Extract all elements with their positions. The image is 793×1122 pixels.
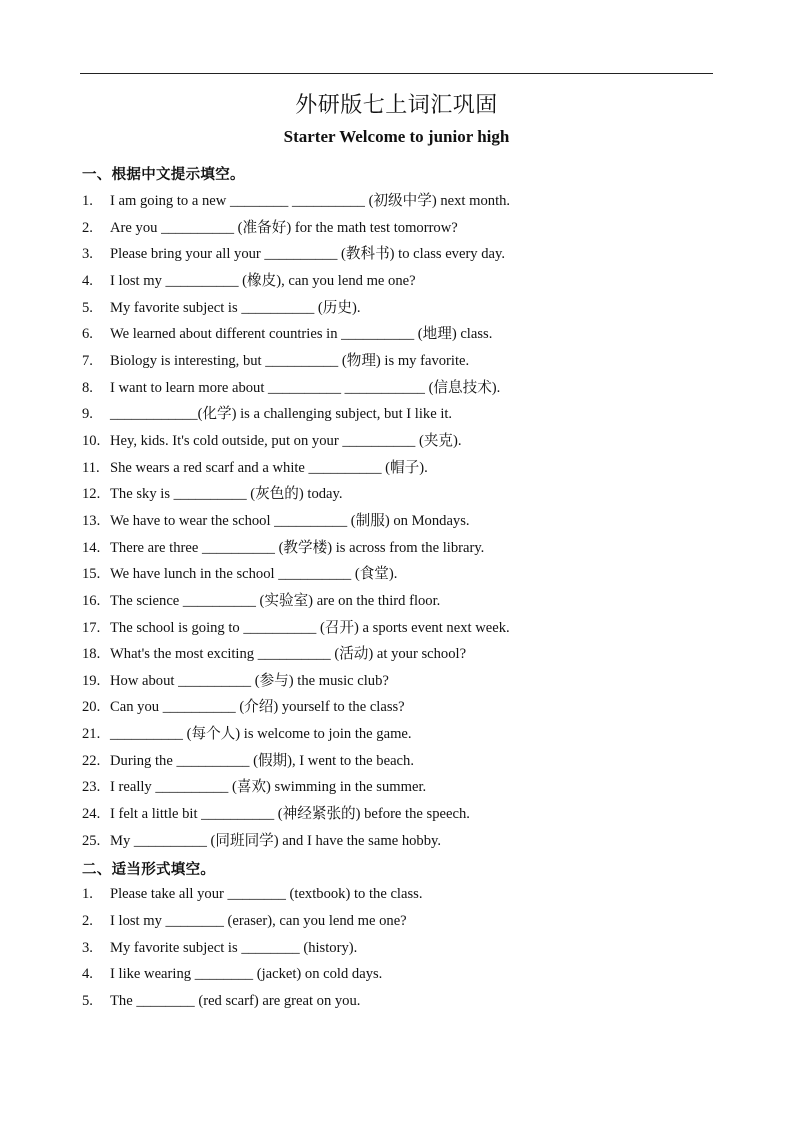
exercise-item: [82, 748, 414, 774]
item-number: 17.: [82, 620, 101, 636]
item-number: 3.: [82, 246, 93, 262]
exercise-item: [82, 641, 466, 667]
exercise-item: [82, 801, 470, 827]
item-text: We have lunch in the school __________ (食堂).: [110, 566, 398, 582]
exercise-item: [82, 188, 510, 214]
item-number: 4.: [82, 273, 93, 289]
item-text: I lost my __________ (橡皮), can you lend me one?: [110, 273, 416, 289]
exercise-item: [82, 721, 412, 747]
exercise-item: [82, 295, 361, 321]
item-number: 19.: [82, 673, 101, 689]
item-text: Please take all your ________ (textbook) to the class.: [110, 886, 423, 902]
item-text: __________ (每个人) is welcome to join the game.: [110, 726, 412, 742]
item-number: 25.: [82, 833, 101, 849]
item-number: 6.: [82, 326, 93, 342]
item-number: 12.: [82, 486, 101, 502]
item-number: 5.: [82, 300, 93, 316]
item-number: 13.: [82, 513, 101, 529]
exercise-item: [82, 535, 484, 561]
exercise-item: [82, 268, 416, 294]
item-text: I lost my ________ (eraser), can you lend me one?: [110, 913, 407, 929]
item-text: The sky is __________ (灰色的) today.: [110, 486, 343, 502]
exercise-item: [82, 668, 389, 694]
item-number: 1.: [82, 193, 93, 209]
exercise-item: [82, 241, 505, 267]
item-text: How about __________ (参与) the music club?: [110, 673, 389, 689]
item-text: The ________ (red scarf) are great on you.: [110, 993, 361, 1009]
item-text: The science __________ (实验室) are on the third floor.: [110, 593, 441, 609]
exercise-item: [82, 881, 422, 907]
item-text: Please bring your all your __________ (教科书) to class every day.: [110, 246, 506, 262]
item-text: During the __________ (假期), I went to the beach.: [110, 753, 414, 769]
item-number: 7.: [82, 353, 93, 369]
item-text: Can you __________ (介绍) yourself to the class?: [110, 699, 405, 715]
item-number: 1.: [82, 886, 93, 902]
item-text: ____________(化学) is a challenging subject, but I like it.: [110, 406, 453, 422]
exercise-item: [82, 694, 405, 720]
item-text: I like wearing ________ (jacket) on cold days.: [110, 966, 383, 982]
exercise-item: [82, 401, 452, 427]
exercise-item: [82, 988, 360, 1014]
item-text: We have to wear the school __________ (制服) on Mondays.: [110, 513, 470, 529]
exercise-item: [82, 961, 382, 987]
item-text: I really __________ (喜欢) swimming in the summer.: [110, 779, 427, 795]
item-number: 14.: [82, 540, 101, 556]
exercise-item: [82, 561, 397, 587]
item-number: 16.: [82, 593, 101, 609]
exercise-item: [82, 774, 426, 800]
item-number: 5.: [82, 993, 93, 1009]
item-number: 2.: [82, 220, 93, 236]
exercise-item: [82, 615, 510, 641]
item-number: 4.: [82, 966, 93, 982]
exercise-item: [82, 375, 500, 401]
item-text: My favorite subject is ________ (history).: [110, 940, 358, 956]
item-text: My __________ (同班同学) and I have the same hobby.: [110, 833, 442, 849]
item-text: I want to learn more about __________ ___________ (信息技术).: [110, 380, 501, 396]
item-text: I am going to a new ________ __________ (初级中学) next month.: [110, 193, 511, 209]
item-number: 15.: [82, 566, 101, 582]
item-number: 11.: [82, 460, 100, 476]
exercise-item: [82, 455, 428, 481]
item-text: She wears a red scarf and a white __________ (帽子).: [110, 460, 428, 476]
exercise-item: [82, 215, 458, 241]
item-number: 24.: [82, 806, 101, 822]
section-2-heading: 二、适当形式填空。: [82, 862, 216, 878]
item-text: Are you __________ (准备好) for the math test tomorrow?: [110, 220, 458, 236]
item-number: 3.: [82, 940, 93, 956]
exercise-item: [82, 321, 492, 347]
exercise-item: [82, 481, 343, 507]
item-number: 21.: [82, 726, 101, 742]
item-text: There are three __________ (教学楼) is across from the library.: [110, 540, 485, 556]
item-text: Hey, kids. It's cold outside, put on your __________ (夹克).: [110, 433, 462, 449]
document-title: 外研版七上词汇巩固: [295, 92, 498, 117]
item-number: 20.: [82, 699, 101, 715]
exercise-item: [82, 828, 441, 854]
item-text: We learned about different countries in __________ (地理) class.: [110, 326, 493, 342]
item-number: 9.: [82, 406, 93, 422]
item-number: 8.: [82, 380, 93, 396]
exercise-item: [82, 588, 440, 614]
item-number: 23.: [82, 779, 101, 795]
item-text: My favorite subject is __________ (历史).: [110, 300, 361, 316]
exercise-item: [82, 428, 462, 454]
item-number: 10.: [82, 433, 101, 449]
item-number: 18.: [82, 646, 101, 662]
item-number: 2.: [82, 913, 93, 929]
item-text: The school is going to __________ (召开) a sports event next week.: [110, 620, 510, 636]
exercise-item: [82, 935, 357, 961]
exercise-item: [82, 908, 407, 934]
item-text: I felt a little bit __________ (神经紧张的) before the speech.: [110, 806, 470, 822]
item-text: Biology is interesting, but __________ (物理) is my favorite.: [110, 353, 470, 369]
header-rule: [80, 73, 713, 74]
exercise-item: [82, 348, 469, 374]
item-number: 22.: [82, 753, 101, 769]
section-1-heading: 一、根据中文提示填空。: [82, 167, 245, 183]
item-text: What's the most exciting __________ (活动) at your school?: [110, 646, 467, 662]
exercise-item: [82, 508, 470, 534]
document-subtitle: Starter Welcome to junior high: [283, 127, 510, 146]
